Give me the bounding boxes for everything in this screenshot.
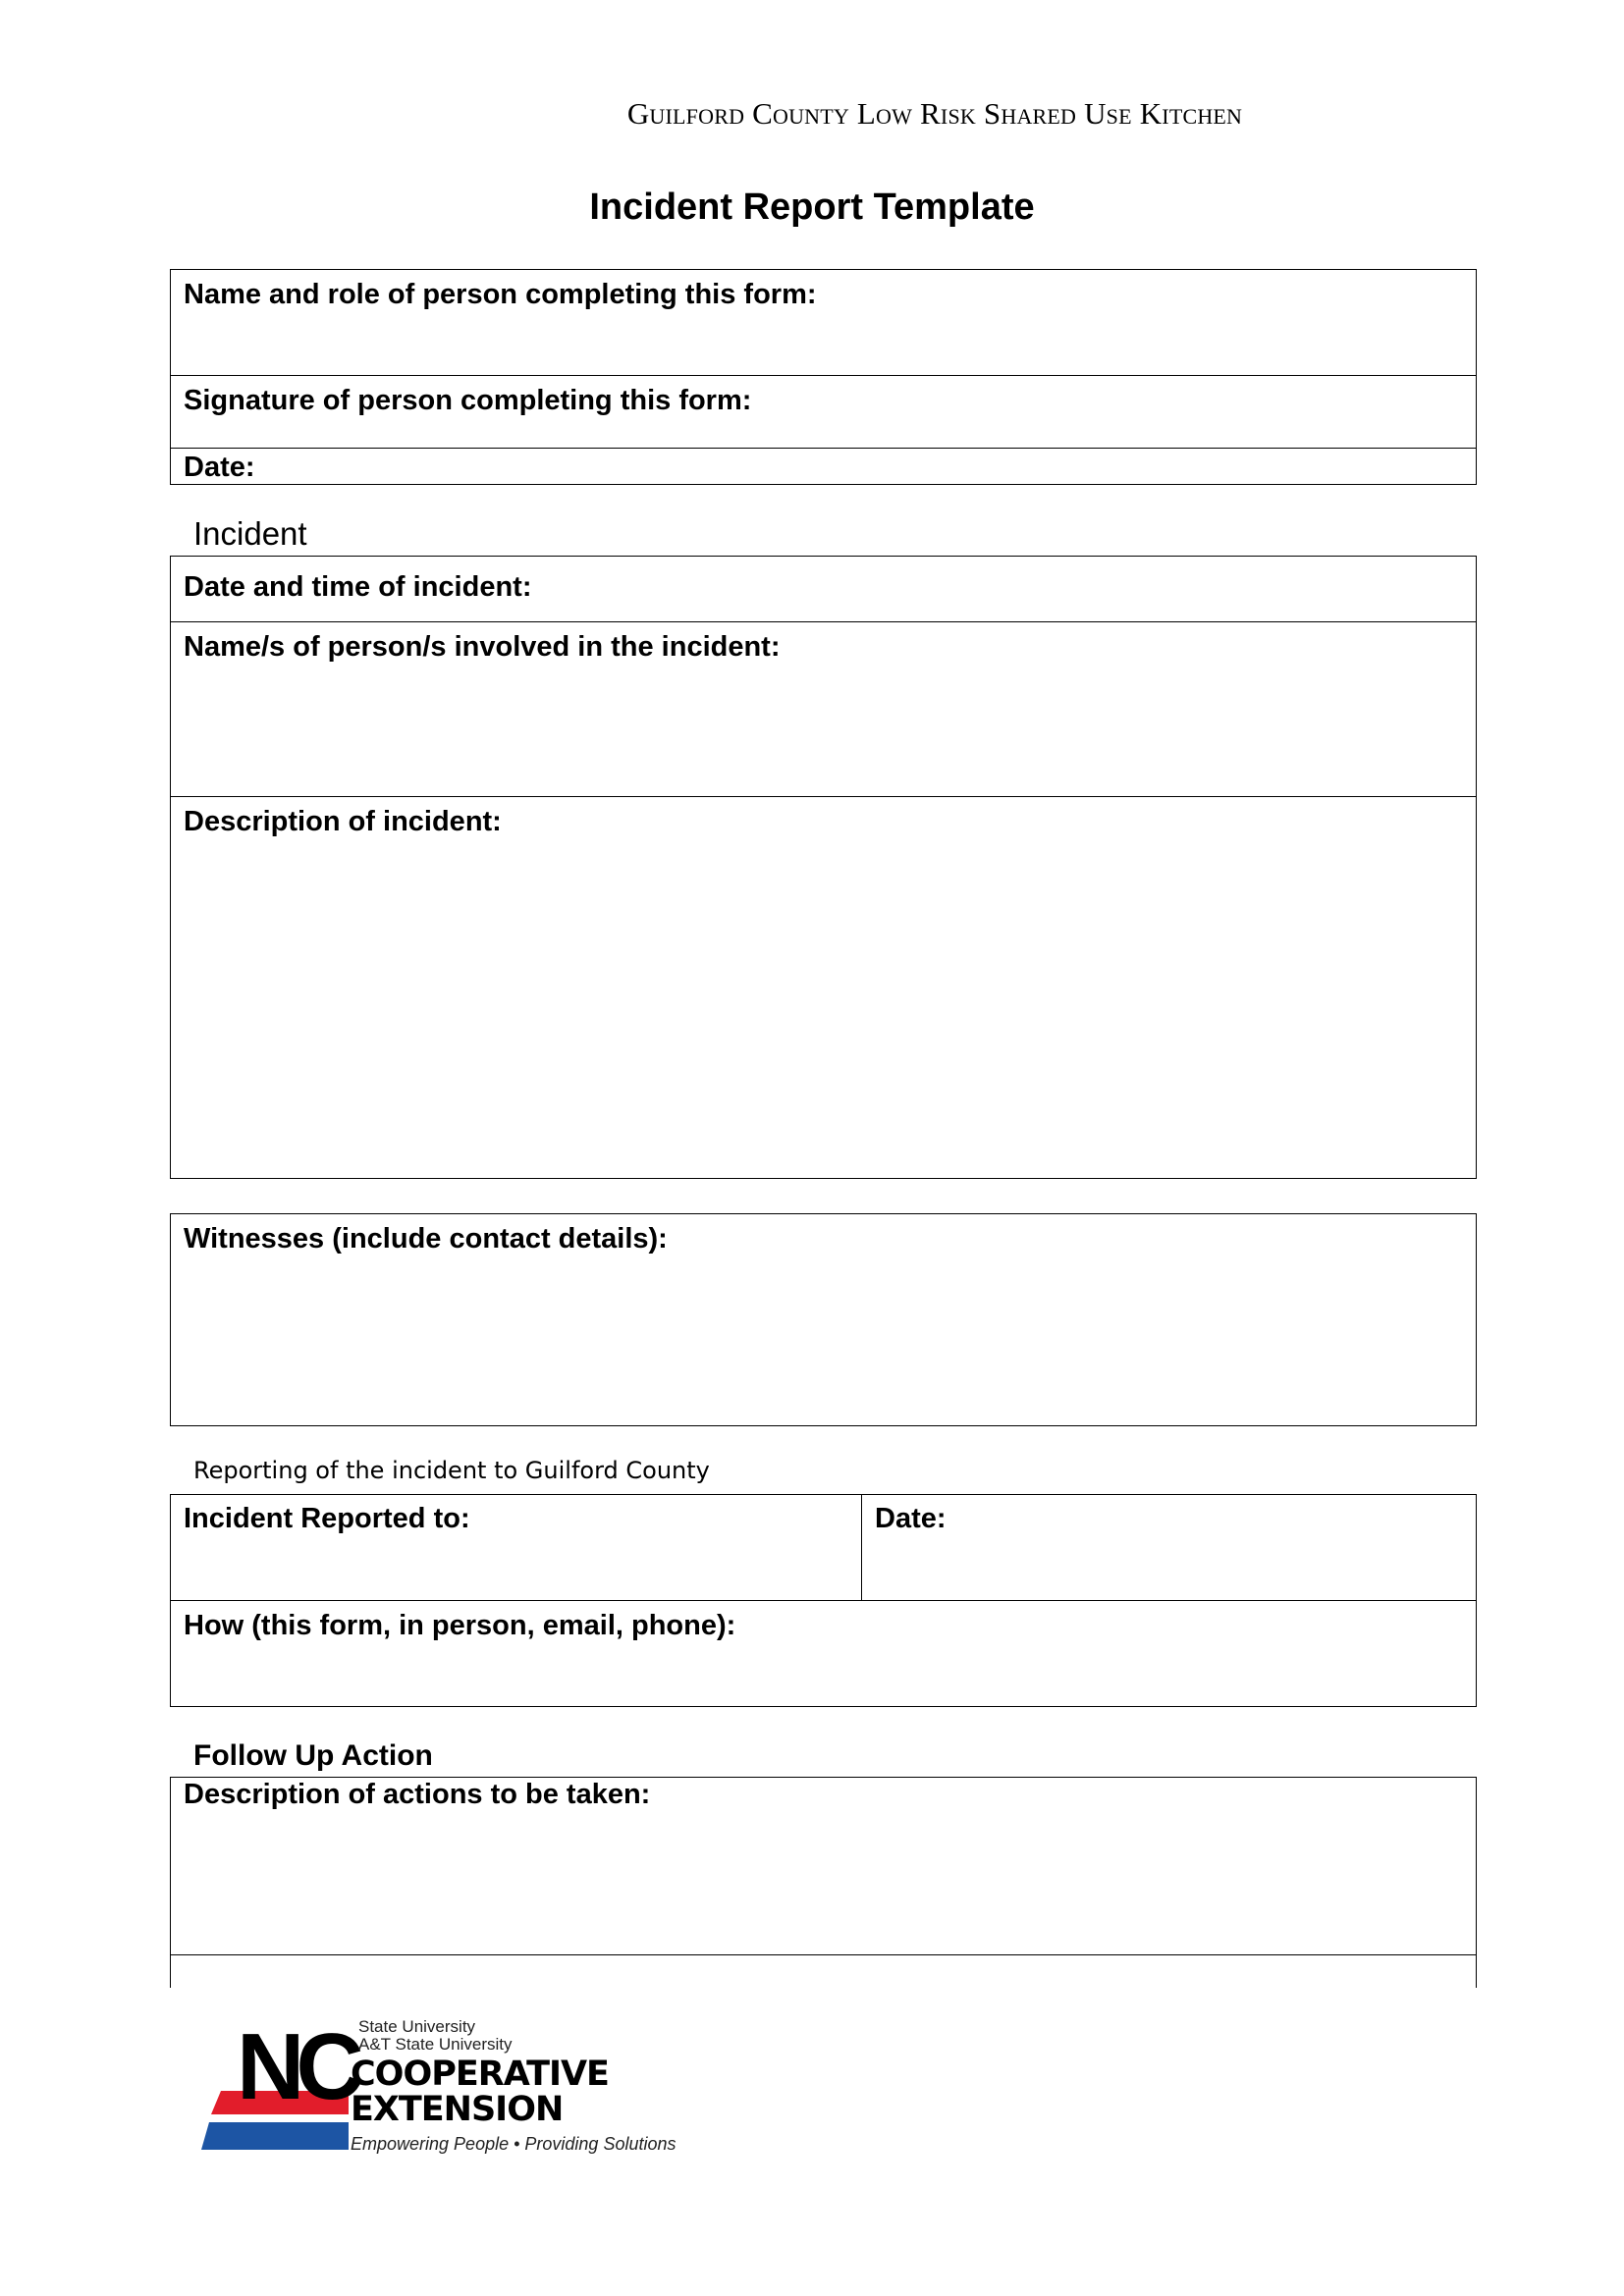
persons-involved-label: Name/s of person/s involved in the incident: — [184, 631, 781, 663]
incident-heading: Incident — [193, 515, 307, 552]
name-role-label: Name and role of person completing this form: — [184, 279, 817, 310]
logo-word-cooperative: COOPERATIVE — [351, 2055, 609, 2094]
witnesses-field[interactable] — [171, 1214, 1476, 1425]
nc-cooperative-extension-logo — [201, 2012, 677, 2160]
incident-table — [170, 556, 1477, 1179]
reporting-note: Reporting of the incident to Guilford County — [193, 1457, 710, 1484]
witnesses-table — [170, 1213, 1477, 1426]
actions-field[interactable] — [171, 1778, 1476, 1954]
persons-involved-field[interactable] — [171, 621, 1476, 796]
completer-date-field[interactable] — [171, 448, 1476, 484]
signature-field[interactable] — [171, 375, 1476, 448]
page-title: Incident Report Template — [589, 187, 1035, 228]
completer-date-label: Date: — [184, 452, 255, 483]
logo-word-extension: EXTENSION — [351, 2090, 564, 2129]
reporting-table — [170, 1494, 1477, 1707]
incident-description-field[interactable] — [171, 796, 1476, 1178]
how-reported-field[interactable] — [171, 1600, 1476, 1706]
reporting-date-label: Date: — [875, 1503, 947, 1534]
incident-datetime-label: Date and time of incident: — [184, 571, 532, 603]
completer-table — [170, 269, 1477, 485]
reported-to-field[interactable] — [171, 1495, 862, 1600]
follow-up-heading: Follow Up Action — [193, 1739, 433, 1772]
logo-univ-line-2: A&T State University — [358, 2035, 513, 2054]
reported-to-label: Incident Reported to: — [184, 1503, 470, 1534]
witnesses-label: Witnesses (include contact details): — [184, 1223, 668, 1255]
incident-description-label: Description of incident: — [184, 806, 502, 837]
follow-up-table — [170, 1777, 1477, 1988]
reporting-date-field[interactable] — [862, 1495, 1476, 1600]
logo-mark: NC — [237, 2014, 355, 2119]
logo-tagline: Empowering People • Providing Solutions — [351, 2134, 677, 2154]
document-header: Guilford County Low Risk Shared Use Kitchen — [626, 96, 1243, 131]
follow-up-blank-row[interactable] — [171, 1954, 1476, 1988]
how-reported-label: How (this form, in person, email, phone): — [184, 1610, 736, 1641]
incident-datetime-field[interactable] — [171, 557, 1476, 621]
name-role-field[interactable] — [171, 270, 1476, 375]
actions-label: Description of actions to be taken: — [184, 1779, 651, 1810]
logo-univ-line-1: State University — [358, 2017, 476, 2036]
signature-label: Signature of person completing this form: — [184, 385, 752, 416]
